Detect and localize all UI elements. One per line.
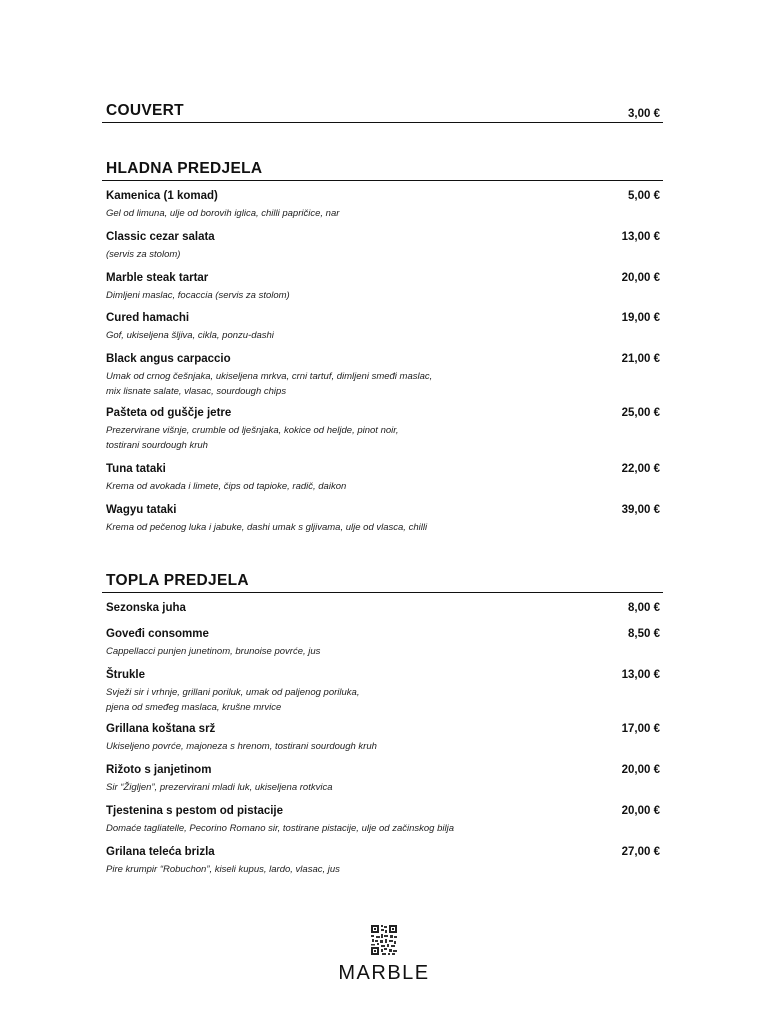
item-name: Tuna tataki — [106, 463, 166, 475]
footer — [0, 924, 768, 985]
menu-item — [106, 504, 660, 535]
topla-section — [102, 572, 663, 593]
item-description: Umak od crnog češnjaka, ukiseljena mrkva, crni tartuf, dimljeni smeđi maslac, mix lisnate salate, vlasac, sourdough chips — [106, 371, 433, 397]
item-name: Pašteta od guščje jetre — [106, 407, 232, 419]
item-price: 17,00 € — [621, 723, 660, 735]
item-name: Tjestenina s pestom od pistacije — [106, 805, 284, 817]
item-description: Gof, ukiseljena šljiva, cikla, ponzu-dashi — [106, 330, 274, 341]
item-description: Cappellacci punjen junetinom, brunoise povrće, jus — [106, 646, 321, 657]
topla-title: TOPLA PREDJELA — [106, 572, 249, 589]
menu-item — [106, 628, 660, 659]
item-price: 8,50 € — [628, 628, 660, 640]
item-name: Cured hamachi — [106, 312, 190, 324]
couvert-title: COUVERT — [106, 102, 184, 119]
item-description: Ukiseljeno povrće, majoneza s hrenom, tostirani sourdough kruh — [106, 741, 377, 752]
menu-item — [106, 846, 660, 877]
brand-logo: MARBLE — [338, 962, 430, 984]
item-name: Classic cezar salata — [106, 231, 215, 243]
item-price: 19,00 € — [621, 312, 660, 324]
menu-item — [106, 312, 660, 343]
menu-item — [106, 190, 660, 221]
item-name: Kamenica (1 komad) — [106, 190, 218, 202]
item-price: 25,00 € — [621, 407, 660, 419]
menu-item — [106, 805, 660, 836]
couvert-header — [102, 102, 663, 123]
item-name: Grilana teleća brizla — [106, 846, 215, 858]
item-price: 39,00 € — [621, 504, 660, 516]
item-price: 20,00 € — [621, 764, 660, 776]
item-price: 13,00 € — [621, 231, 660, 243]
menu-item — [106, 407, 660, 453]
item-name: Rižoto s janjetinom — [106, 764, 212, 776]
item-name: Grillana koštana srž — [106, 723, 216, 735]
item-price: 21,00 € — [621, 353, 660, 365]
item-description: Krema od pečenog luka i jabuke, dashi umak s gljivama, ulje od vlasca, chilli — [106, 522, 428, 533]
item-price: 5,00 € — [628, 190, 660, 202]
item-description: Domaće tagliatelle, Pecorino Romano sir, tostirane pistacije, ulje od začinskog bilja — [106, 823, 454, 834]
menu-item — [106, 669, 660, 715]
couvert-section — [102, 102, 663, 123]
item-description: Krema od avokada i limete, čips od tapioke, radič, daikon — [106, 481, 347, 492]
item-description: Gel od limuna, ulje od borovih iglica, chilli papričice, nar — [106, 208, 340, 219]
topla-header — [102, 572, 663, 593]
item-description: Sir “Žigljen”, prezervirani mladi luk, ukiseljena rotkvica — [106, 782, 333, 793]
menu-item — [106, 764, 660, 795]
menu-item — [106, 463, 660, 494]
item-price: 20,00 € — [621, 272, 660, 284]
menu-item — [106, 723, 660, 754]
item-name: Štrukle — [106, 669, 145, 681]
item-description: Pire krumpir “Robuchon”, kiseli kupus, lardo, vlasac, jus — [106, 864, 340, 875]
item-price: 22,00 € — [621, 463, 660, 475]
menu-item — [106, 602, 660, 618]
hladna-header — [102, 160, 663, 181]
couvert-price: 3,00 € — [628, 108, 660, 120]
item-description: (servis za stolom) — [106, 249, 181, 260]
item-description: Dimljeni maslac, focaccia (servis za stolom) — [106, 290, 290, 301]
menu-item — [106, 353, 660, 399]
item-price: 13,00 € — [621, 669, 660, 681]
item-price: 20,00 € — [621, 805, 660, 817]
qr-code-icon[interactable] — [370, 924, 398, 956]
item-price: 8,00 € — [628, 602, 660, 614]
item-description: Svježi sir i vrhnje, grillani poriluk, umak od paljenog poriluka, pjena od smeđeg maslaca, krušne mrvice — [106, 687, 360, 713]
item-name: Black angus carpaccio — [106, 353, 231, 365]
hladna-title: HLADNA PREDJELA — [106, 160, 263, 177]
menu-item — [106, 272, 660, 303]
item-price: 27,00 € — [621, 846, 660, 858]
hladna-section — [102, 160, 663, 181]
item-name: Goveđi consomme — [106, 628, 209, 640]
item-name: Sezonska juha — [106, 602, 186, 614]
item-description: Prezervirane višnje, crumble od lješnjaka, kokice od heljde, pinot noir, tostirani sourdough kruh — [106, 425, 399, 451]
menu-item — [106, 231, 660, 262]
item-name: Marble steak tartar — [106, 272, 209, 284]
item-name: Wagyu tataki — [106, 504, 177, 516]
